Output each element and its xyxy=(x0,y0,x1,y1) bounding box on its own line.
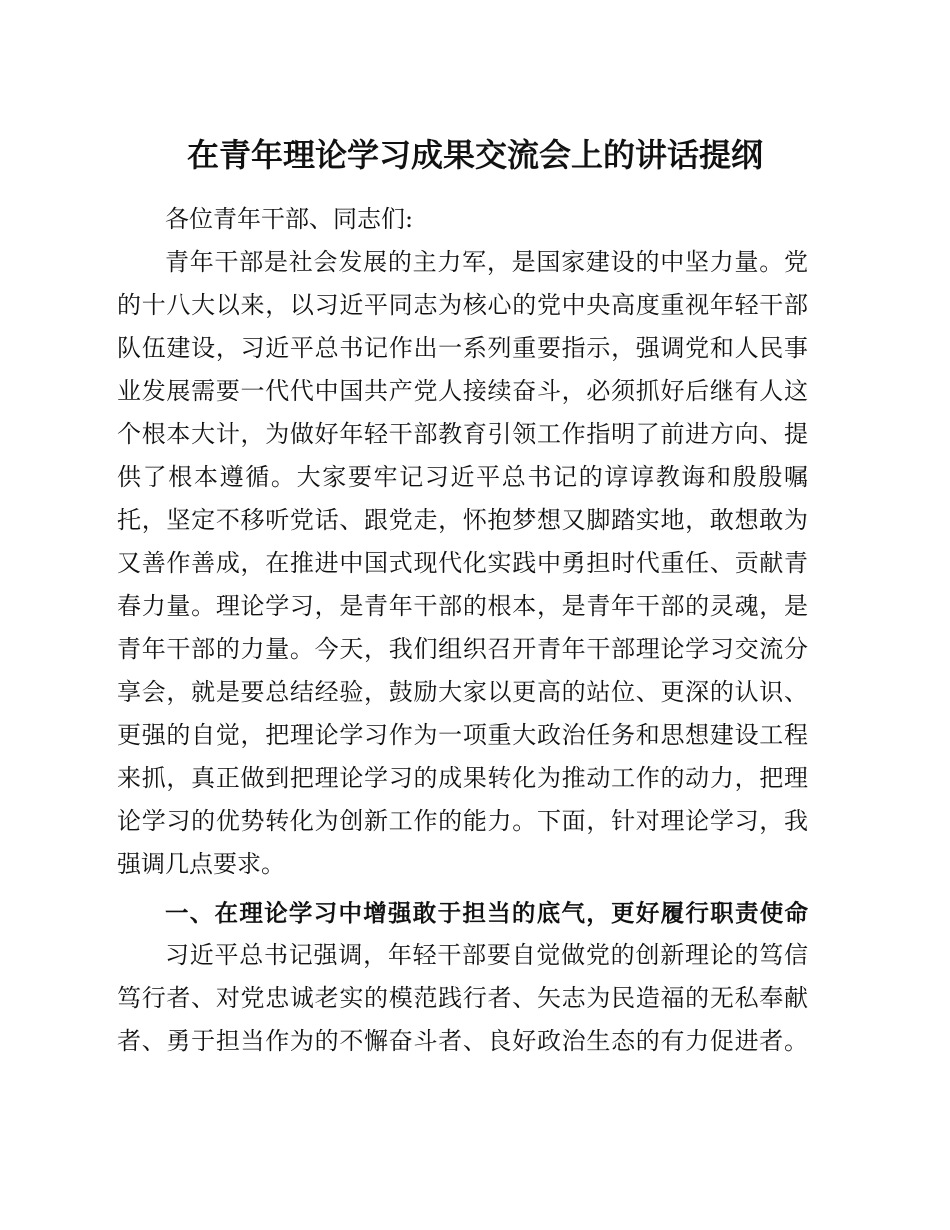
paragraph-line: 青年干部的力量。今天，我们组织召开青年干部理论学习交流分 xyxy=(117,635,808,663)
paragraph-line: 更强的自觉，把理论学习作为一项重大政治任务和思想建设工程 xyxy=(117,721,808,749)
paragraph-line: 强调几点要求。 xyxy=(117,850,285,878)
paragraph-line: 笃行者、对党忠诚老实的模范践行者、矢志为民造福的无私奉献 xyxy=(117,984,808,1012)
paragraph-line: 的十八大以来，以习近平同志为核心的党中央高度重视年轻干部 xyxy=(117,291,808,319)
paragraph-line: 习近平总书记强调，年轻干部要自觉做党的创新理论的笃信 xyxy=(165,941,808,969)
paragraph-line: 业发展需要一代代中国共产党人接续奋斗，必须抓好后继有人这 xyxy=(117,377,808,405)
paragraph-line: 者、勇于担当作为的不懈奋斗者、良好政治生态的有力促进者。 xyxy=(117,1027,808,1055)
paragraph-line: 个根本大计，为做好年轻干部教育引领工作指明了前进方向、提 xyxy=(117,420,808,448)
paragraph-line: 享会，就是要总结经验，鼓励大家以更高的站位、更深的认识、 xyxy=(117,678,808,706)
paragraph-line: 论学习的优势转化为创新工作的能力。下面，针对理论学习，我 xyxy=(117,807,808,835)
section-heading: 一、在理论学习中增强敢于担当的底气，更好履行职责使命 xyxy=(165,899,808,927)
document-title: 在青年理论学习成果交流会上的讲话提纲 xyxy=(186,136,763,174)
paragraph-line: 队伍建设，习近平总书记作出一系列重要指示，强调党和人民事 xyxy=(117,334,808,362)
paragraph-line: 托，坚定不移听党话、跟党走，怀抱梦想又脚踏实地，敢想敢为 xyxy=(117,506,808,534)
paragraph-line: 供了根本遵循。大家要牢记习近平总书记的谆谆教诲和殷殷嘱 xyxy=(117,463,808,491)
salutation: 各位青年干部、同志们: xyxy=(165,205,414,233)
paragraph-line: 春力量。理论学习，是青年干部的根本，是青年干部的灵魂，是 xyxy=(117,592,808,620)
paragraph-line: 来抓，真正做到把理论学习的成果转化为推动工作的动力，把理 xyxy=(117,764,808,792)
paragraph-line: 又善作善成，在推进中国式现代化实践中勇担时代重任、贡献青 xyxy=(117,549,808,577)
paragraph-line: 青年干部是社会发展的主力军，是国家建设的中坚力量。党 xyxy=(165,248,808,276)
